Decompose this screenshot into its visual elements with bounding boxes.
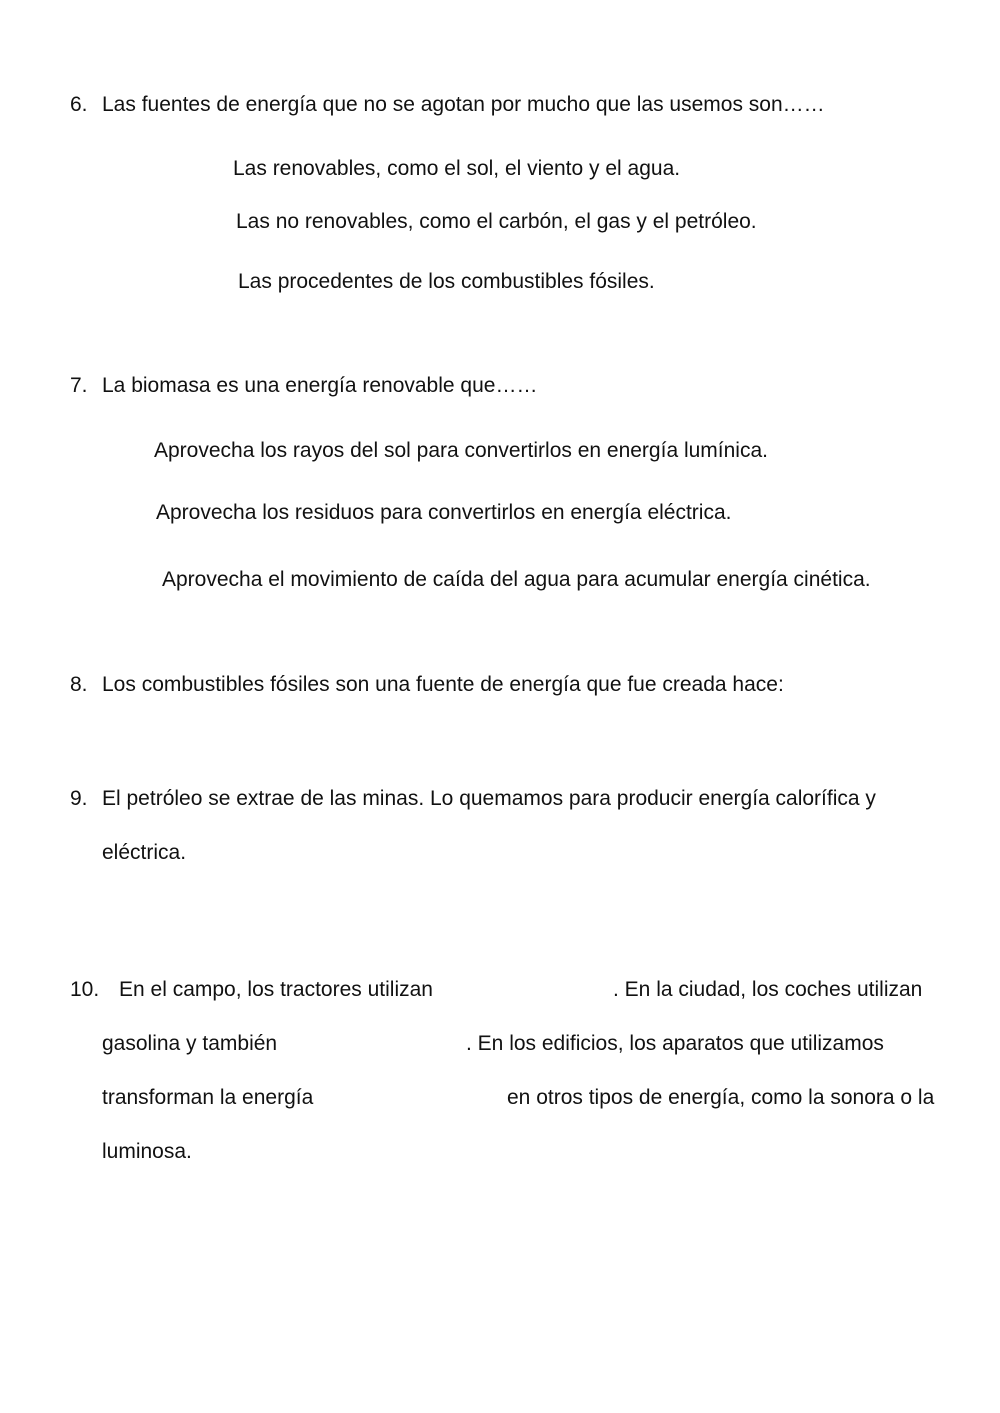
q10-line-1-end: . En la ciudad, los coches utilizan bbox=[613, 978, 923, 1001]
q10-blank-3[interactable] bbox=[345, 1085, 500, 1111]
q10-blank-1[interactable] bbox=[478, 977, 608, 1003]
q10-blank-2[interactable] bbox=[306, 1031, 461, 1057]
q7-option-3[interactable]: Aprovecha el movimiento de caída del agua para acumular energía cinética. bbox=[162, 568, 871, 591]
q9-statement-line-1: El petróleo se extrae de las minas. Lo quemamos para producir energía calorífica y bbox=[102, 787, 876, 810]
q7-question: La biomasa es una energía renovable que…… bbox=[102, 374, 538, 397]
q7-option-2[interactable]: Aprovecha los residuos para convertirlos en energía eléctrica. bbox=[156, 501, 732, 524]
q10-line-3-end: en otros tipos de energía, como la sonora o la bbox=[507, 1086, 935, 1109]
q10-line-4: luminosa. bbox=[102, 1140, 192, 1163]
q10-line-1-start: En el campo, los tractores utilizan bbox=[119, 978, 433, 1001]
q10-line-2-end: . En los edificios, los aparatos que utilizamos bbox=[466, 1032, 884, 1055]
q10-number: 10. bbox=[70, 978, 100, 1001]
q6-option-1[interactable]: Las renovables, como el sol, el viento y el agua. bbox=[233, 157, 681, 180]
q6-option-3[interactable]: Las procedentes de los combustibles fósiles. bbox=[238, 270, 655, 293]
q8-question: Los combustibles fósiles son una fuente de energía que fue creada hace: bbox=[102, 673, 784, 696]
q6-question: Las fuentes de energía que no se agotan por mucho que las usemos son…… bbox=[102, 93, 825, 116]
q6-option-2[interactable]: Las no renovables, como el carbón, el gas y el petróleo. bbox=[236, 210, 757, 233]
q9-number: 9. bbox=[70, 787, 88, 810]
q10-line-3-start: transforman la energía bbox=[102, 1086, 314, 1109]
q9-statement-line-2: eléctrica. bbox=[102, 841, 187, 864]
q7-number: 7. bbox=[70, 374, 88, 397]
q6-number: 6. bbox=[70, 93, 88, 116]
q10-line-2-start: gasolina y también bbox=[102, 1032, 278, 1055]
q8-number: 8. bbox=[70, 673, 88, 696]
q7-option-1[interactable]: Aprovecha los rayos del sol para convertirlos en energía lumínica. bbox=[154, 439, 768, 462]
